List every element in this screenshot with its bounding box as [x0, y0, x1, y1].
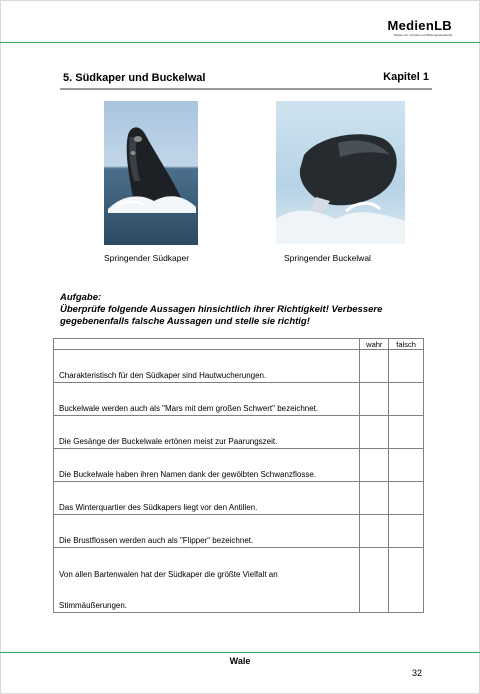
column-header-false: falsch	[389, 339, 424, 350]
table-row	[54, 350, 424, 383]
task-heading: Aufgabe:	[60, 292, 102, 303]
brand-tagline: Medien für Lehrplan und Bildungsstandards	[393, 33, 452, 37]
section-header	[60, 70, 432, 90]
task-block	[60, 292, 440, 328]
page-number: 32	[411, 668, 422, 678]
true-check-cell[interactable]	[360, 350, 389, 383]
table-row	[54, 515, 424, 548]
humpback-whale-photo	[276, 101, 405, 244]
true-check-cell[interactable]	[360, 548, 389, 613]
brand-name: MedienLB	[387, 18, 452, 33]
bottom-rule	[0, 652, 480, 653]
statement-text: Charakteristisch für den Südkaper sind Hautwucherungen.	[54, 350, 360, 383]
table-row	[54, 416, 424, 449]
chapter-label: Kapitel 1	[383, 71, 429, 83]
footer-topic: Wale	[229, 656, 251, 666]
statement-text: Das Winterquartier des Südkapers liegt vor den Antillen.	[54, 482, 360, 515]
southern-right-whale-photo	[104, 101, 198, 245]
table-row	[54, 449, 424, 482]
statement-text: Die Gesänge der Buckelwale ertönen meist zur Paarungszeit.	[54, 416, 360, 449]
true-check-cell[interactable]	[360, 515, 389, 548]
false-check-cell[interactable]	[389, 548, 424, 613]
false-check-cell[interactable]	[389, 416, 424, 449]
statement-text: Die Buckelwale haben ihren Namen dank der gewölbten Schwanzflosse.	[54, 449, 360, 482]
section-title: 5. Südkaper und Buckelwal	[63, 72, 206, 84]
true-false-table	[53, 338, 424, 613]
caption-southern-right-whale: Springender Südkaper	[104, 253, 190, 263]
true-check-cell[interactable]	[360, 416, 389, 449]
brand-logo	[387, 18, 452, 37]
true-check-cell[interactable]	[360, 482, 389, 515]
true-check-cell[interactable]	[360, 383, 389, 416]
table-header-row	[54, 339, 424, 350]
false-check-cell[interactable]	[389, 515, 424, 548]
false-check-cell[interactable]	[389, 350, 424, 383]
statement-line-1: Von allen Bartenwalen hat der Südkaper die größte Vielfalt an	[59, 570, 278, 579]
statement-line-2: Stimmäußerungen.	[59, 601, 128, 610]
caption-humpback-whale: Springender Buckelwal	[284, 253, 371, 263]
false-check-cell[interactable]	[389, 449, 424, 482]
true-check-cell[interactable]	[360, 449, 389, 482]
false-check-cell[interactable]	[389, 482, 424, 515]
top-rule	[0, 42, 480, 43]
statement-text-multiline	[54, 548, 360, 613]
false-check-cell[interactable]	[389, 383, 424, 416]
statement-text: Die Brustflossen werden auch als "Flipper" bezeichnet.	[54, 515, 360, 548]
table-row	[54, 383, 424, 416]
table-row	[54, 548, 424, 613]
statement-text: Buckelwale werden auch als "Mars mit dem großen Schwert" bezeichnet.	[54, 383, 360, 416]
statement-header-cell	[54, 339, 360, 350]
column-header-true: wahr	[360, 339, 389, 350]
table-row	[54, 482, 424, 515]
task-instruction: Überprüfe folgende Aussagen hinsichtlich ihrer Richtigkeit! Verbessere gegebenenfalls falsche Aussagen und stelle sie richtig!	[60, 304, 383, 327]
